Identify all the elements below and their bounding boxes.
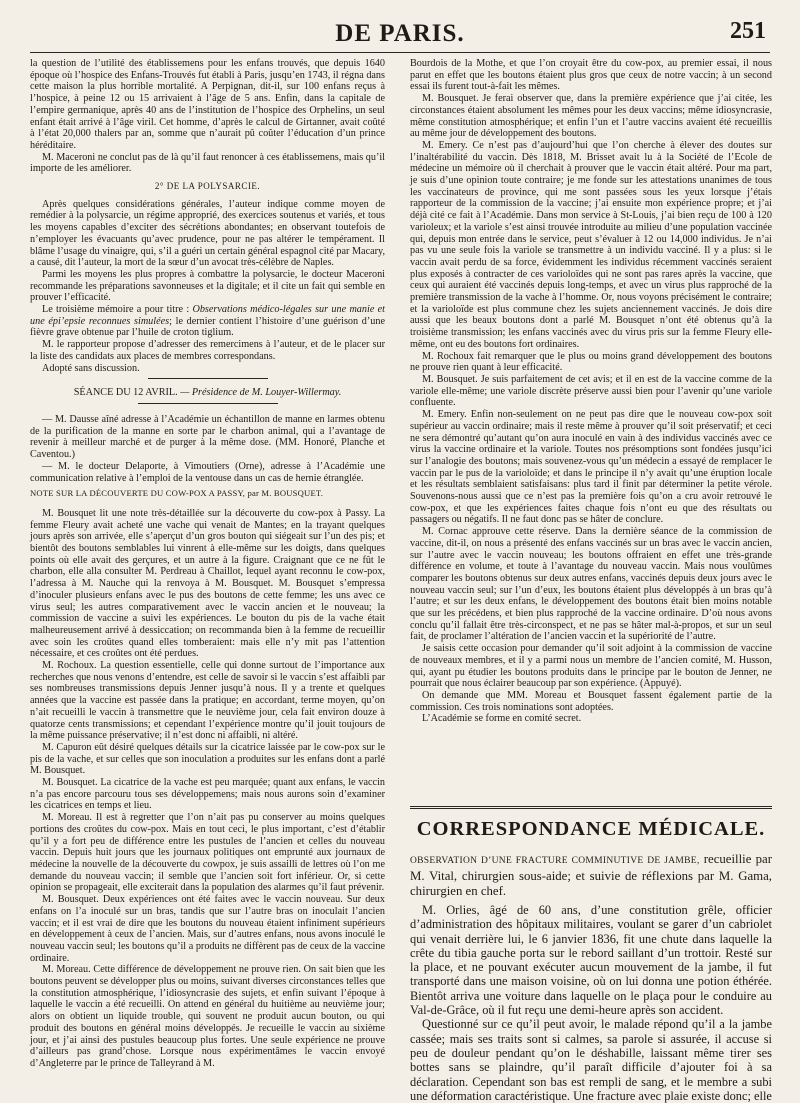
paragraph: M. le rapporteur propose d’adresser des remercimens à l’auteur, et de le placer sur la liste des candidats aux places de membres correspondans.: [30, 339, 385, 362]
divider: [148, 378, 268, 379]
paragraph: Questionné sur ce qu’il peut avoir, le malade répond qu’il a la jambe cassée; mais ses traits sont si calmes, sa parole si assurée, il accuse si peu de douleur pendant qu’on le déshabille, laissant même tirer ses bottes sans se plaindre, qu’il paraît difficile d’ajouter foi à sa déclaration. Cependant son bas est rempli de sang, et le membre a subi une déformation caractéristique. Une fracture avec plaie existe donc; elle: [410, 1017, 772, 1103]
paragraph: Adopté sans discussion.: [42, 362, 140, 374]
page-header: [30, 18, 770, 53]
note-heading: NOTE SUR LA DÉCOUVERTE DU COW-POX A PASSY, par M. BOUSQUET.: [30, 488, 324, 499]
paragraph: M. Bousquet. Je ferai observer que, dans la première expérience que j’ai citée, les circonstances étaient absolument les mêmes pour les deux vaccins; même idiosyncrasie, même constitution atmosphérique; et enfin l’un et l’autre vaccins avaient été recueillis au même jour de développement des boutons.: [410, 93, 772, 140]
paragraph: Parmi les moyens les plus propres à combattre la polysarcie, le docteur Maceroni recommande les préparations savonneuses et la digitale; et il cite un fait qui semble en prouver l’efficacité.: [30, 268, 385, 304]
paragraph: On demande que MM. Moreau et Bousquet fassent également partie de la commission. Ces trois nominations sont adoptées.: [410, 689, 772, 713]
correspondence-column: [410, 852, 772, 1103]
paragraph: Bourdois de la Mothe, et que l’on croyait être du cow-pox, au premier essai, il nous parut en effet que les boutons étaient plus gros que ceux de notre vaccin; à un second essai ils furent tout-à-fait les mêmes.: [410, 58, 772, 93]
running-title: DE PARIS.: [335, 20, 465, 47]
paragraph: Je saisis cette occasion pour demander qu’il soit adjoint à la commission de vaccine de nouveaux membres, et il y a parmi nous un membre de l’ancien comité, M. Husson, qui, ayant pu étudier les boutons produits dans le principe par le bouton de Jenner, ne pourrait que nous éclairer beaucoup par son expérience. (Appuyé).: [410, 643, 772, 690]
paragraph: M. Maceroni ne conclut pas de là qu’il faut renoncer à ces établissemens, mais qu’il importe de les améliorer.: [30, 151, 385, 175]
right-column: [410, 58, 772, 803]
paragraph: — M. Dausse aîné adresse à l’Académie un échantillon de manne en larmes obtenu de la purification de la manne en sorte par le charbon animal, qui a l’avantage de revenir à meilleur marché et de purger à la même dose. (MM. Honoré, Planche et Caventou.): [30, 413, 385, 461]
observation-heading: [410, 852, 772, 899]
paragraph: M. Emery. Enfin non-seulement on ne peut pas dire que le nouveau cow-pox soit supérieur au vaccin ordinaire; mais il reste même à prouver qu’il soit préservatif; et ceci ne sera démontré qu’autant qu’on aura inoculé en vain à des individus vaccinés avec ce virus la vaccine ordinaire et la variole. Toutes nos présomptions sont fondées jusqu’ici sur l’analogie des boutons; mais souvenez-vous qu’un médecin a essayé de remplacer le vaccin par le pus de la varioloïde; et dans le principe il n’y avait qu’une éruption locale et les résultats semblaient satisfaisans: plus tard il finit par déterminer la petite vérole. Souvenons-nous aussi que ce n’est pas la première fois qu’on a cru avoir retrouvé le cow-pox, et que les expériences faites chaque fois n’ont eu que des résultats ou passagers ou négatifs. Il ne faut donc pas se hâter de conclure.: [410, 409, 772, 526]
paragraph: M. Bousquet lit une note très-détaillée sur la découverte du cow-pox à Passy. La femme Fleury avait acheté une vache qui venait de Mantes; en la trayant quelques jours après son arrivée, elle s’aperçut d’un gros bouton qui siégeait sur l’un des pis; et bientôt des boutons semblables lui vinrent à elle-même sur les doigts, dans quelques points où elle avait des gerçures, et un autre à la figure. Craignant que ce ne fût le charbon, elle alla consulter M. Perdreau à Chaillot, lequel ayant reconnu le cow-pox, l’adressa à M. Nauche qui la renvoya à M. Bousquet. M. Bousquet s’empressa d’inoculer plusieurs enfans avec le pus des boutons de cette femme; les uns avec ce virus seul; les autres comparativement avec le vaccin ancien et le nouveau; la commission de vaccine a suivi les expériences. Le bouton du pis de la vache était malheureusement arrivé à dessiccation; on recommanda bien à la femme de recueillir avec soin les croûtes quand elles tomberaient: mais elle n’y mit pas l’attention nécessaire, et ces croûtes ont été perdues.: [30, 507, 385, 660]
text: ; le dernier contient l’histoire d’une guérison d’une fièvre grave obtenue par l’huile de croton tiglium.: [30, 315, 385, 339]
left-column: [30, 58, 385, 1083]
paragraph: [30, 304, 385, 339]
paragraph: — M. le docteur Delaporte, à Vimoutiers (Orne), adresse à l’Académie une communication relative à l’emploi de la ventouse dans un cas de hernie étranglée.: [30, 460, 385, 484]
session-date: SÉANCE DU 12 AVRIL.: [73, 387, 178, 399]
subsection-heading: 2° DE LA POLYSARCIE.: [154, 181, 261, 192]
divider: [138, 403, 278, 404]
session-president: — Présidence de M. Louyer-Willermay.: [177, 387, 342, 399]
paragraph: M. Bousquet. Je suis parfaitement de cet avis; et il en est de la vaccine comme de la variole elle-même; une variole discrète préserve aussi bien pour l’avenir qu’une variole confluente.: [410, 373, 772, 409]
paragraph: M. Moreau. Il est à regretter que l’on n’ait pas pu conserver au moins quelques portions des croûtes du cow-pox. Mais en tout ceci, le plus important, c’est d’établir qu’il y a fort peu de différence entre les pustules de l’ancien et celles du nouveau vaccin. Depuis huit jours que les journaux politiques ont emprunté aux journaux de médecine la nouvelle de la découverte du cowpox, je suis assailli de lettres où l’on me demande du nouveau vaccin; il semble que l’ancien soit fort inférieur. Or, si cette opinion se propageait, elle exciterait dans la population des alarmes qu’il faut prévenir.: [30, 812, 385, 894]
paragraph: M. Cornac approuve cette réserve. Dans la dernière séance de la commission de vaccine, dit-il, on nous a présenté des enfans vaccinés sur un bras avec le vaccin ancien, sur l’autre avec le vaccin nouveau; les boutons offraient en effet une très-grande différence en volume, et toute à l’avantage du nouveau vaccin. Mais nous voulûmes comparer les boutons obtenus sur deux autres enfans, vaccinés depuis deux jours avec le nouveau vaccin seul; sur l’un d’eux, les boutons étaient plus développés à un bras qu’à l’autre; et sur les deux enfans, le développement des boutons était bien moins notable que sur les précédens, et bien plus rapproché de la vaccine ordinaire. D’où nous avons conclu qu’il fallait être très-circonspect, et ne pas se hâter mal-à-propos, et sur un seul fait, de proclamer l’altération de l’ancien vaccin et la supériorité de l’autre.: [410, 526, 772, 643]
paragraph: L’Académie se forme en comité secret.: [422, 713, 582, 725]
paragraph: la question de l’utilité des établissemens pour les enfans trouvés, que depuis 1640 époque où l’hospice des Enfans-Trouvés fut établi à Paris, jusqu’en 1743, il régna dans cette maison la plus horrible mortalité. A Perpignan, dit-il, sur 100 enfans reçus à l’hospice, à peine 12 ou 15 arrivaient à l’âge de 5 ans. Enfin, dans la capitale de l’empire germanique, après 40 ans de l’institution de l’hospice des Orphelins, un seul enfant était arrivé à l’âge viril. Cet homme, d’après le calcul de Girtanner, avait coûté à l’état 20,000 thalers par an, somme que n’aurait pû coûter l’éducation d’un prince héréditaire.: [30, 58, 385, 151]
paragraph: M. Rochoux fait remarquer que le plus ou moins grand développement des boutons ne prouve rien quant à leur efficacité.: [410, 350, 772, 374]
paragraph: M. Emery. Ce n’est pas d’aujourd’hui que l’on cherche à élever des doutes sur l’inaltérabilité du vaccin. Dès 1818, M. Brisset avait lu à la Société de l’Ecole de médecine un mémoire où il cherchait à prouver que le vaccin était altéré. Pour ma part, je suis d’une opinion toute contraire; je me fonde sur les attestations unanimes de tous les vaccinateurs de province, qui me sont passées sous les yeux lorsque j’étais rapporteur de la commission de la vaccine; j’ai ensuite mon expérience propre; et j’ai déjà cité ce fait à l’Académie. Dans mon service à St-Louis, j’ai bien reçu de 100 à 120 varioleux; et la variole s’est ainsi trouvée introduite au milieu d’une population vaccinée qui, depuis mon entrée dans le service, peut s’évaluer à 12 ou 14,000 individus. Je n’ai pas vu une seule fois la variole se transmettre à un individu vacciné. Il y a plus: si le vaccin avait perdu de sa force, évidemment les individus récemment vaccinés seraient plus exposés à contracter de ces varioloïdes qui ne sont pas rares après la vaccine, que ceux qui auraient été vaccinés depuis long-temps, et avec un virus plus rapproché de la première transmission de la vache à l’homme. Or, nous voyons précisément le contraire; et la varioloïde est plus commune chez les sujets anciennement vaccinés. Je dois dire aussi que les beaux boutons dont a parlé M. Bousquet n’ont été obtenus qu’à la troisième transmission; les enfans vaccinés avec du virus pris sur la femme Fleury elle-même, ont eu des boutons fort ordinaires.: [410, 139, 772, 350]
paragraph: M. Bousquet. Deux expériences ont été faites avec le vaccin nouveau. Sur deux enfans on l’a inoculé sur un bras, tandis que sur l’autre bras on inoculait l’ancien vaccin; et il est vrai de dire que les boutons du nouveau étaient infiniment supérieurs en développement à ceux de l’ancien. Mais, sur d’autres enfans, nous avons inoculé le nouveau vaccin seul; les boutons qu’il a produits ne diffèrent pas de ceux de la vaccine ordinaire.: [30, 894, 385, 964]
text: Le troisième mémoire a pour titre :: [42, 304, 190, 316]
paragraph: M. Bousquet. La cicatrice de la vache est peu marquée; quant aux enfans, le vaccin n’a pas encore parcouru tous ses développemens; mais nous aurons soin d’examiner les cicatrices en temps et lieu.: [30, 777, 385, 812]
session-heading: [30, 387, 385, 399]
paragraph: M. Orlies, âgé de 60 ans, d’une constitution grêle, officier d’administration des hôpitaux militaires, voulant se garer d’un cabriolet qui venait derrière lui, le 6 janvier 1836, fit une chute dans laquelle la crête du tibia gauche porta sur le rebord saillant d’un trottoir. Resté sur la place, et ne pouvant exécuter aucun mouvement de la jambe, il fut transporté dans une maison voisine, où on lui donna une potion éthérée. Bientôt arriva une voiture dans laquelle on le plaça pour le conduire au Val-de-Grâce, où il fut reçu une demi-heure après son accident.: [410, 903, 772, 1018]
page-number: 251: [730, 18, 766, 44]
section-title: CORRESPONDANCE MÉDICALE.: [416, 818, 766, 840]
section-divider: [410, 806, 772, 809]
paragraph: M. Rochoux. La question essentielle, celle qui donne surtout de l’importance aux recherches que nous venons d’entendre, est celle de savoir si le vaccin s’est affaibli par ses nombreuses transmissions depuis Jenner jusqu’à nous. Il y a trente et quelques années que la vaccine est passée dans la pratique; en accordant, terme moyen, qu’on n’ait recueilli le vaccin à transmettre que le neuvième jour, cela fait environ douze à quatorze cents transmissions; et cependant l’expérience montre qu’il jouit toujours de la même puissance préservative; il n’est donc ni affaibli, ni altéré.: [30, 660, 385, 742]
observation-title: OBSERVATION D’UNE FRACTURE COMMINUTIVE DE JAMBE,: [410, 856, 700, 866]
paragraph: M. Capuron eût désiré quelques détails sur la cicatrice laissée par le cow-pox sur le pis de la vache, et sur celles que son inoculation a produites sur les enfans dont a parlé M. Bousquet.: [30, 741, 385, 777]
paragraph: Après quelques considérations générales, l’auteur indique comme moyen de remédier à la polysarcie, un régime approprié, des exercices soutenus et variés, et tous les moyens capables d’exciter des sécrétions abondantes; en observant toutefois de n’employer les évacuants qu’avec prudence, pour ne pas altérer le tempérament. Il blâme l’usage du vinaigre, qui, s’il a guéri un certain général espagnol cité par Macary, a causé, dit l’auteur, la mort de la sœur d’un avocat très-célèbre de Naples.: [30, 198, 385, 269]
memoir-title: Observations médico-légales sur une manie et une épi’epsie reconnues simulées: [30, 304, 385, 327]
paragraph: M. Moreau. Cette différence de développement ne prouve rien. On sait bien que les boutons peuvent se développer plus ou moins, suivant diverses circonstances telles que la constitution atmosphérique, l’idiosyncrasie des sujets, et enfin suivant l’époque à laquelle le vaccin a été recueilli. On attend en général du huitième au neuvième jour; alors on obtient un liquide trouble, qui souvent ne produit aucun bouton, ou qui produit des boutons en général moins développés. Je recueille le vaccin au sixième jour, et j’ai ainsi des pustules beaucoup plus fortes. Une seule expérience ne prouve d’ailleurs pas grand’chose. Lorsque nous expérimentâmes le vaccin envoyé d’Angleterre par le prince de Talleyrand à M.: [30, 964, 385, 1069]
observation-authors: recueillie par M. Vital, chirurgien sous-aide; et suivie de réflexions par M. Gama, chirurgien en chef.: [410, 852, 772, 898]
